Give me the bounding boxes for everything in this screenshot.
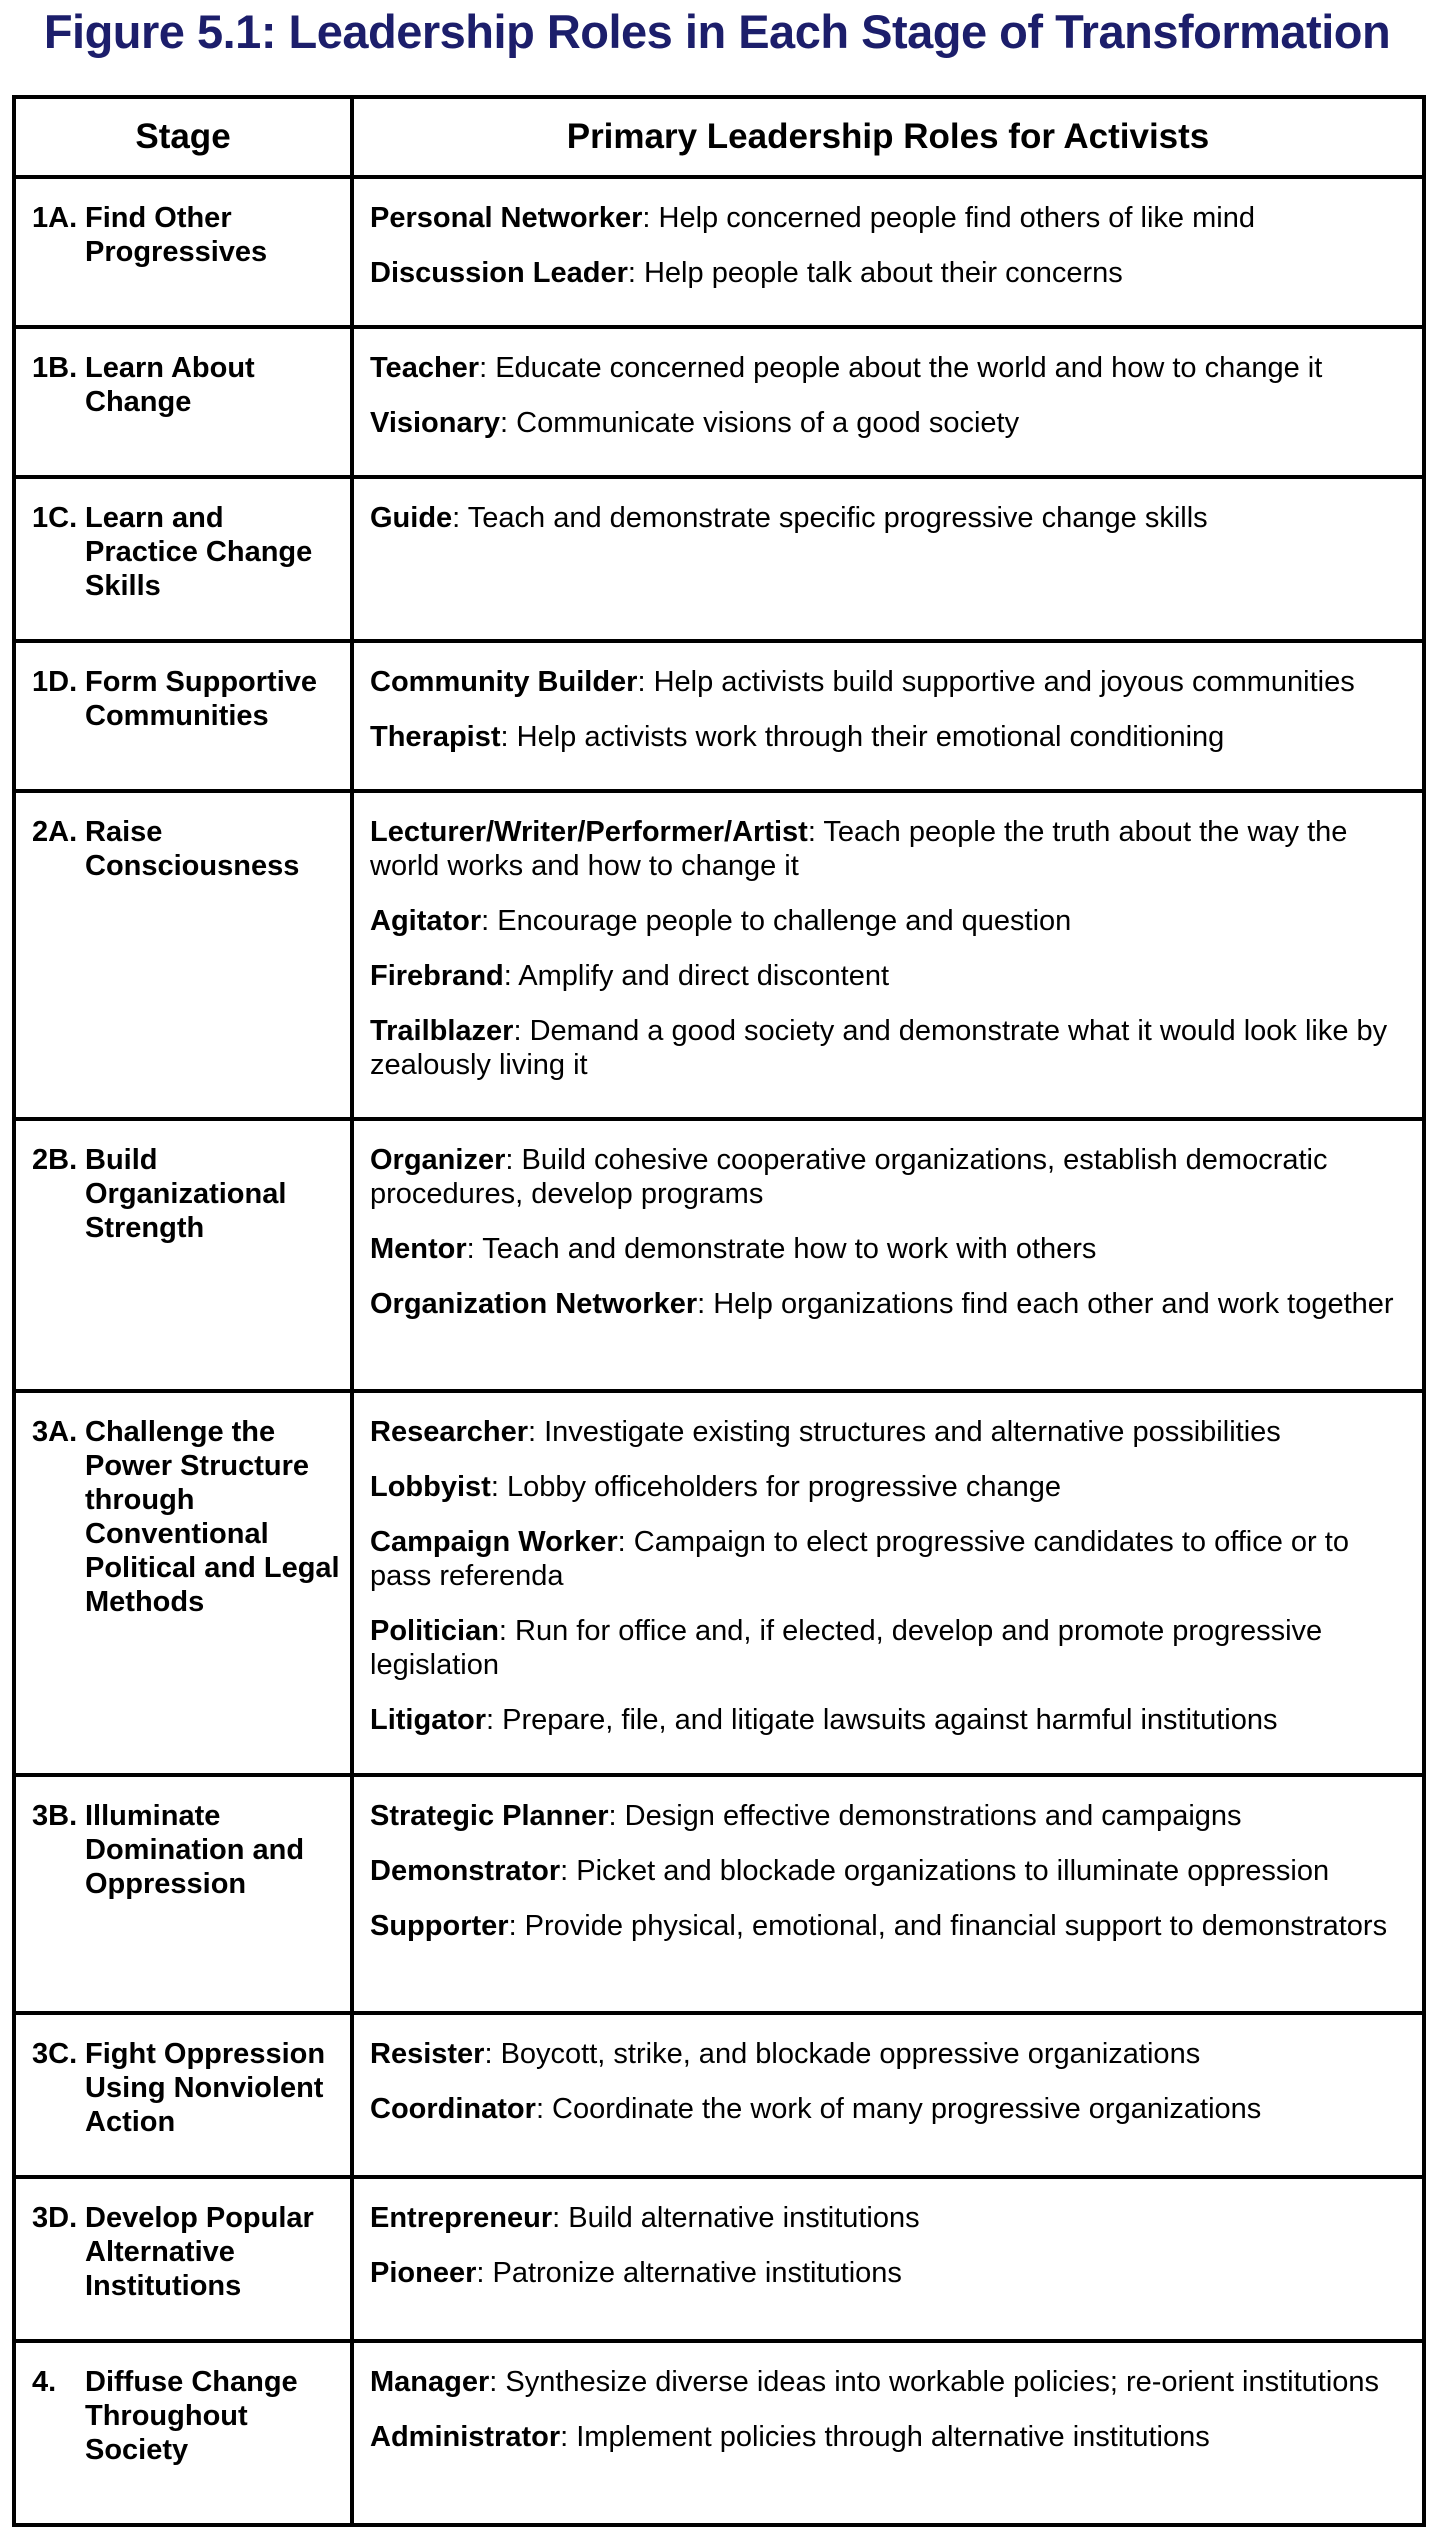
- stage-cell: [14, 327, 352, 477]
- role-name: Campaign Worker: [370, 1526, 618, 1558]
- role-name: Demonstrator: [370, 1855, 561, 1887]
- role-name: Administrator: [370, 2421, 561, 2453]
- stage-name: Challenge the Power Structure through Conventional Political and Legal Methods: [85, 1416, 340, 1618]
- stage-cell: [14, 2013, 352, 2177]
- role-entry: [370, 351, 1404, 385]
- role-entry: [370, 501, 1404, 535]
- roles-cell: [352, 791, 1424, 1119]
- stage-name: Learn and Practice Change Skills: [85, 502, 313, 602]
- stage-name: Build Organizational Strength: [85, 1144, 287, 1244]
- stage-code: 2B.: [32, 1144, 78, 1176]
- role-description: : Patronize alternative institutions: [476, 2257, 902, 2289]
- role-entry: [370, 1287, 1404, 1321]
- role-entry: [370, 1143, 1404, 1211]
- stage-code: 3A.: [32, 1416, 78, 1448]
- role-name: Manager: [370, 2366, 490, 2398]
- role-name: Mentor: [370, 1233, 467, 1265]
- role-entry: [370, 256, 1404, 290]
- role-description: : Synthesize diverse ideas into workable policies; re-orient institutions: [489, 2366, 1380, 2398]
- role-description: : Help activists build supportive and joyous communities: [637, 666, 1355, 698]
- role-entry: [370, 720, 1404, 754]
- role-name: Firebrand: [370, 960, 504, 992]
- stage-cell: [14, 641, 352, 791]
- role-description: : Teach and demonstrate specific progressive change skills: [452, 502, 1208, 534]
- role-entry: [370, 959, 1404, 993]
- roles-cell: [352, 1119, 1424, 1391]
- stage-code: 1D.: [32, 666, 78, 698]
- role-description: : Run for office and, if elected, develop and promote progressive legislation: [370, 1615, 1323, 1681]
- role-name: Pioneer: [370, 2257, 477, 2289]
- role-description: : Picket and blockade organizations to illuminate oppression: [560, 1855, 1330, 1887]
- table-body: [14, 177, 1424, 2525]
- role-name: Agitator: [370, 905, 482, 937]
- role-name: Supporter: [370, 1910, 509, 1942]
- role-name: Politician: [370, 1615, 499, 1647]
- stage-name: Learn About Change: [85, 352, 255, 418]
- role-description: : Build cohesive cooperative organizations, establish democratic procedures, develop programs: [370, 1144, 1328, 1210]
- role-name: Personal Networker: [370, 202, 643, 234]
- stage-code: 1A.: [32, 202, 78, 234]
- stage-cell: [14, 177, 352, 327]
- table-row: [14, 1775, 1424, 2013]
- role-description: : Investigate existing structures and alternative possibilities: [528, 1416, 1281, 1448]
- role-entry: [370, 2201, 1404, 2235]
- role-description: : Boycott, strike, and blockade oppressive organizations: [484, 2038, 1201, 2070]
- roles-cell: [352, 477, 1424, 641]
- role-description: : Educate concerned people about the world and how to change it: [479, 352, 1323, 384]
- table-row: [14, 641, 1424, 791]
- role-name: Visionary: [370, 407, 501, 439]
- role-description: : Implement policies through alternative institutions: [560, 2421, 1210, 2453]
- stage-code: 2A.: [32, 816, 78, 848]
- role-description: : Demand a good society and demonstrate what it would look like by zealously living it: [370, 1015, 1388, 1081]
- role-name: Discussion Leader: [370, 257, 628, 289]
- table-row: [14, 327, 1424, 477]
- role-description: : Prepare, file, and litigate lawsuits against harmful institutions: [486, 1704, 1278, 1736]
- table-row: [14, 791, 1424, 1119]
- role-entry: [370, 1703, 1404, 1737]
- stage-name: Illuminate Domination and Oppression: [85, 1800, 305, 1900]
- stage-cell: [14, 791, 352, 1119]
- stage-cell: [14, 1119, 352, 1391]
- role-name: Community Builder: [370, 666, 638, 698]
- role-description: : Help activists work through their emotional conditioning: [500, 721, 1225, 753]
- role-description: : Teach people the truth about the way the world works and how to change it: [370, 816, 1348, 882]
- stage-name: Find Other Progressives: [85, 202, 268, 268]
- roles-cell: [352, 177, 1424, 327]
- header-stage: Stage: [14, 97, 352, 177]
- table-row: [14, 2177, 1424, 2341]
- role-name: Trailblazer: [370, 1015, 514, 1047]
- leadership-roles-table: [12, 95, 1426, 2527]
- role-name: Therapist: [370, 721, 501, 753]
- stage-cell: [14, 2177, 352, 2341]
- role-entry: [370, 904, 1404, 938]
- stage-code: 4.: [32, 2366, 57, 2398]
- role-description: : Encourage people to challenge and question: [481, 905, 1072, 937]
- role-entry: [370, 1415, 1404, 1449]
- role-name: Entrepreneur: [370, 2202, 553, 2234]
- stage-name: Form Supportive Communities: [85, 666, 318, 732]
- role-entry: [370, 1525, 1404, 1593]
- role-name: Strategic Planner: [370, 1800, 609, 1832]
- stage-code: 3C.: [32, 2038, 78, 2070]
- figure-title: Figure 5.1: Leadership Roles in Each Stage of Transformation: [43, 5, 1391, 58]
- role-name: Litigator: [370, 1704, 486, 1736]
- role-description: : Build alternative institutions: [552, 2202, 920, 2234]
- table-row: [14, 2013, 1424, 2177]
- table-row: [14, 177, 1424, 327]
- role-name: Organizer: [370, 1144, 506, 1176]
- role-name: Guide: [370, 502, 453, 534]
- table-row: [14, 1119, 1424, 1391]
- role-entry: [370, 665, 1404, 699]
- role-name: Resister: [370, 2038, 485, 2070]
- table-row: [14, 477, 1424, 641]
- role-name: Lecturer/Writer/Performer/Artist: [370, 816, 808, 848]
- table-row: [14, 1391, 1424, 1775]
- stage-code: 1B.: [32, 352, 78, 384]
- stage-name: Raise Consciousness: [85, 816, 300, 882]
- role-description: : Help people talk about their concerns: [627, 257, 1123, 289]
- role-description: : Lobby officeholders for progressive change: [490, 1471, 1061, 1503]
- role-entry: [370, 1799, 1404, 1833]
- role-entry: [370, 2256, 1404, 2290]
- role-description: : Teach and demonstrate how to work with others: [466, 1233, 1097, 1265]
- role-entry: [370, 2092, 1404, 2126]
- role-entry: [370, 1014, 1404, 1082]
- stage-name: Fight Oppression Using Nonviolent Action: [85, 2038, 326, 2138]
- role-entry: [370, 2365, 1404, 2399]
- table-row: [14, 2341, 1424, 2525]
- role-entry: [370, 1232, 1404, 1266]
- role-entry: [370, 1614, 1404, 1682]
- roles-cell: [352, 1391, 1424, 1775]
- roles-cell: [352, 1775, 1424, 2013]
- role-description: : Coordinate the work of many progressive organizations: [535, 2093, 1262, 2125]
- stage-name: Diffuse Change Throughout Society: [85, 2366, 298, 2466]
- role-entry: [370, 201, 1404, 235]
- role-entry: [370, 2037, 1404, 2071]
- role-entry: [370, 1909, 1404, 1943]
- roles-cell: [352, 2341, 1424, 2525]
- stage-name: Develop Popular Alternative Institutions: [85, 2202, 314, 2302]
- role-description: : Help concerned people find others of like mind: [642, 202, 1255, 234]
- roles-cell: [352, 2177, 1424, 2341]
- role-name: Lobbyist: [370, 1471, 491, 1503]
- role-description: : Communicate visions of a good society: [500, 407, 1020, 439]
- role-name: Teacher: [370, 352, 480, 384]
- roles-cell: [352, 2013, 1424, 2177]
- role-description: : Design effective demonstrations and campaigns: [608, 1800, 1242, 1832]
- role-entry: [370, 1470, 1404, 1504]
- role-description: : Provide physical, emotional, and financial support to demonstrators: [508, 1910, 1388, 1942]
- table-header-row: [14, 97, 1424, 177]
- roles-cell: [352, 327, 1424, 477]
- role-name: Researcher: [370, 1416, 528, 1448]
- role-entry: [370, 406, 1404, 440]
- role-name: Organization Networker: [370, 1288, 698, 1320]
- role-description: : Help organizations find each other and work together: [697, 1288, 1394, 1320]
- roles-cell: [352, 641, 1424, 791]
- role-entry: [370, 2420, 1404, 2454]
- stage-cell: [14, 477, 352, 641]
- role-entry: [370, 815, 1404, 883]
- stage-cell: [14, 1775, 352, 2013]
- role-description: : Amplify and direct discontent: [503, 960, 890, 992]
- role-entry: [370, 1854, 1404, 1888]
- stage-code: 3D.: [32, 2202, 78, 2234]
- stage-code: 1C.: [32, 502, 78, 534]
- role-name: Coordinator: [370, 2093, 536, 2125]
- stage-cell: [14, 1391, 352, 1775]
- header-roles: Primary Leadership Roles for Activists: [352, 97, 1424, 177]
- stage-cell: [14, 2341, 352, 2525]
- stage-code: 3B.: [32, 1800, 78, 1832]
- role-description: : Campaign to elect progressive candidates to office or to pass referenda: [370, 1526, 1349, 1592]
